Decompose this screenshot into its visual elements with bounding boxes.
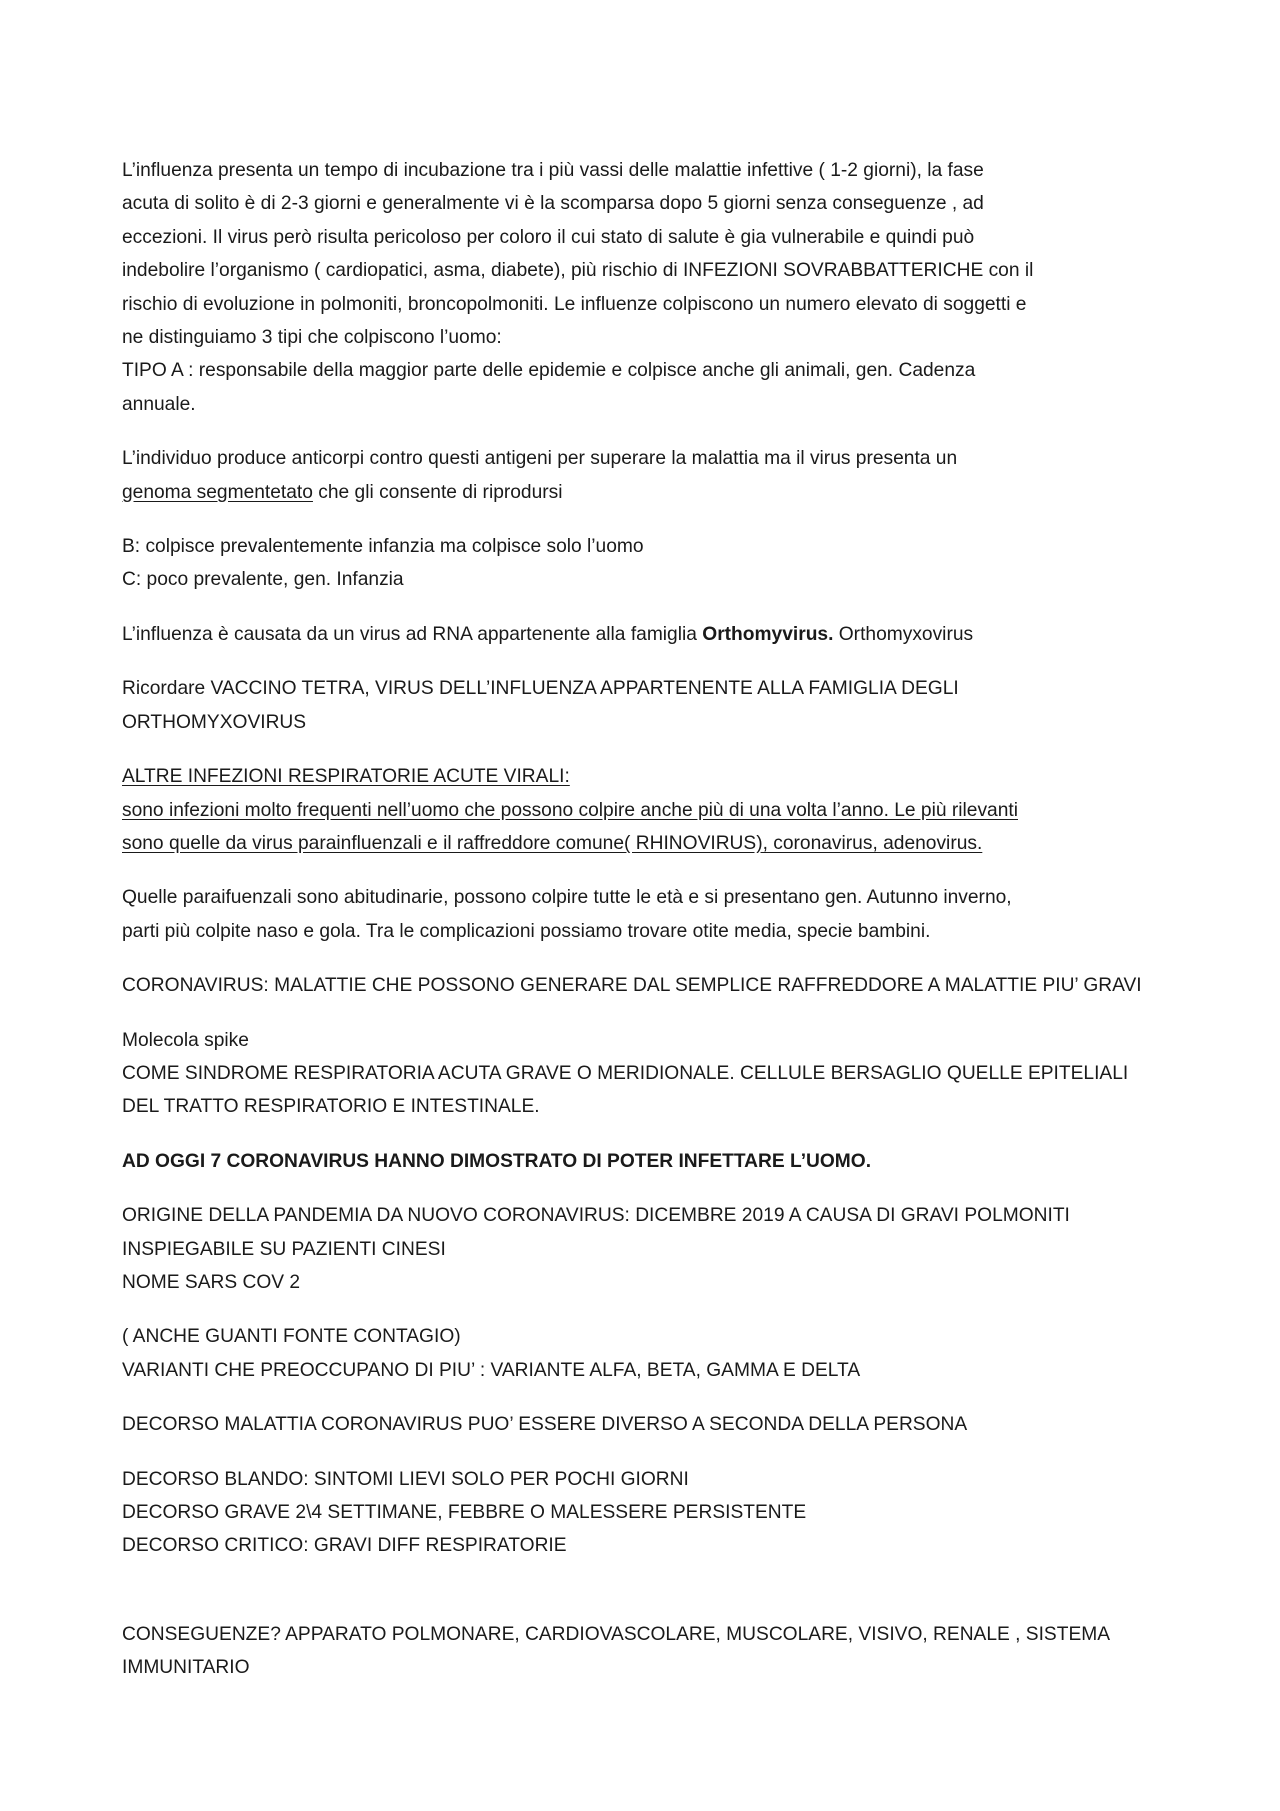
text-line: [122, 476, 1160, 509]
text-run: B: colpisce prevalentemente infanzia ma colpisce solo l’uomo: [122, 536, 644, 558]
text-run: Ricordare VACCINO TETRA, VIRUS DELL’INFLUENZA APPARTENENTE ALLA FAMIGLIA DEGLI: [122, 678, 959, 700]
paragraph: [122, 442, 1160, 509]
paragraph: [122, 618, 1160, 651]
text-run: CORONAVIRUS: MALATTIE CHE POSSONO GENERARE DAL SEMPLICE RAFFREDDORE A MALATTIE PIU’ GRAVI: [122, 975, 1142, 997]
text-line: [122, 760, 1160, 793]
text-line: [122, 442, 1160, 475]
underlined-text: sono infezioni molto frequenti nell’uomo che possono colpire anche più di una volta l’anno. Le più rilevanti: [122, 799, 1018, 821]
text-line: [122, 1618, 1160, 1651]
text-run: indebolire l’organismo ( cardiopatici, asma, diabete), più rischio di INFEZIONI SOVRABBATTERICHE con il: [122, 260, 1034, 282]
text-run: ne distinguiamo 3 tipi che colpiscono l’uomo:: [122, 327, 502, 349]
text-line: [122, 969, 1160, 1002]
bold-text: AD OGGI 7 CORONAVIRUS HANNO DIMOSTRATO DI POTER INFETTARE L’UOMO.: [122, 1150, 872, 1172]
text-line: [122, 1320, 1160, 1353]
text-line: [122, 881, 1160, 914]
underlined-text: sono quelle da virus parainfluenzali e il raffreddore comune( RHINOVIRUS), coronavirus, adenovirus.: [122, 832, 983, 854]
text-run: DECORSO BLANDO: SINTOMI LIEVI SOLO PER POCHI GIORNI: [122, 1468, 689, 1490]
paragraph: [122, 881, 1160, 948]
text-run: eccezioni. Il virus però risulta pericoloso per coloro il cui stato di salute è gia vulnerabile e quindi può: [122, 226, 975, 248]
paragraph: [122, 1199, 1160, 1299]
paragraph: [122, 1618, 1160, 1685]
text-line: [122, 321, 1160, 354]
text-line: [122, 187, 1160, 220]
paragraph: [122, 672, 1160, 739]
text-line: [122, 1463, 1160, 1496]
paragraph: [122, 1320, 1160, 1387]
text-line: [122, 1496, 1160, 1529]
text-line: [122, 1199, 1160, 1232]
text-run: DECORSO GRAVE 2\4 SETTIMANE, FEBBRE O MALESSERE PERSISTENTE: [122, 1502, 807, 1523]
text-run: rischio di evoluzione in polmoniti, broncopolmoniti. Le influenze colpiscono un numero elevato di soggetti e: [122, 293, 1027, 315]
text-line: [122, 794, 1160, 827]
text-run: Orthomyxovirus: [833, 623, 974, 645]
text-run: annuale.: [122, 393, 196, 415]
text-run: CONSEGUENZE? APPARATO POLMONARE, CARDIOVASCOLARE, MUSCOLARE, VISIVO, RENALE , SISTEMA: [122, 1623, 1111, 1645]
text-line: [122, 354, 1160, 387]
paragraph: [122, 1145, 1160, 1178]
text-line: [122, 1233, 1160, 1266]
text-run: acuta di solito è di 2-3 giorni e generalmente vi è la scomparsa dopo 5 giorni senza conseguenze , ad: [122, 193, 984, 215]
text-line: [122, 1057, 1160, 1090]
paragraph: [122, 760, 1160, 860]
text-run: Molecola spike: [122, 1029, 249, 1051]
text-run: INSPIEGABILE SU PAZIENTI CINESI: [122, 1238, 446, 1260]
text-line: [122, 388, 1160, 421]
text-run: IMMUNITARIO: [122, 1657, 250, 1679]
text-line: [122, 1529, 1160, 1562]
text-run: VARIANTI CHE PREOCCUPANO DI PIU’ : VARIANTE ALFA, BETA, GAMMA E DELTA: [122, 1359, 861, 1381]
text-line: [122, 254, 1160, 287]
underlined-text: ALTRE INFEZIONI RESPIRATORIE ACUTE VIRALI:: [122, 766, 570, 788]
paragraph: [122, 1408, 1160, 1441]
text-run: DEL TRATTO RESPIRATORIO E INTESTINALE.: [122, 1096, 540, 1118]
text-line: [122, 1354, 1160, 1387]
text-run: parti più colpite naso e gola. Tra le complicazioni possiamo trovare otite media, specie bambini.: [122, 920, 931, 942]
text-line: [122, 154, 1160, 187]
text-run: L’individuo produce anticorpi contro questi antigeni per superare la malattia ma il virus presenta un: [122, 448, 958, 470]
text-line: [122, 563, 1160, 596]
text-run: C: poco prevalente, gen. Infanzia: [122, 569, 404, 591]
underlined-text: genoma segmentetato: [122, 481, 313, 503]
text-run: Quelle paraifuenzali sono abitudinarie, possono colpire tutte le età e si presentano gen. Autunno inverno,: [122, 887, 1012, 909]
text-run: TIPO A : responsabile della maggior parte delle epidemie e colpisce anche gli animali, gen. Cadenza: [122, 360, 976, 382]
text-line: [122, 288, 1160, 321]
text-line: [122, 827, 1160, 860]
paragraph: [122, 530, 1160, 597]
text-line: [122, 1651, 1160, 1684]
bold-text: Orthomyvirus.: [702, 623, 834, 645]
text-line: [122, 1145, 1160, 1178]
paragraph-spacer: [122, 1584, 1160, 1618]
text-line: [122, 1408, 1160, 1441]
paragraph: [122, 1024, 1160, 1124]
paragraph: [122, 969, 1160, 1002]
text-run: ORIGINE DELLA PANDEMIA DA NUOVO CORONAVIRUS: DICEMBRE 2019 A CAUSA DI GRAVI POLMONITI: [122, 1205, 1070, 1227]
paragraph: [122, 154, 1160, 421]
text-line: [122, 706, 1160, 739]
text-run: DECORSO MALATTIA CORONAVIRUS PUO’ ESSERE DIVERSO A SECONDA DELLA PERSONA: [122, 1414, 968, 1436]
text-line: [122, 672, 1160, 705]
text-run: DECORSO CRITICO: GRAVI DIFF RESPIRATORIE: [122, 1535, 567, 1557]
text-run: L’influenza è causata da un virus ad RNA appartenente alla famiglia: [122, 623, 703, 645]
text-line: [122, 1024, 1160, 1057]
text-run: che gli consente di riprodursi: [312, 481, 563, 503]
text-run: NOME SARS COV 2: [122, 1271, 301, 1293]
text-line: [122, 221, 1160, 254]
text-line: [122, 1090, 1160, 1123]
text-line: [122, 915, 1160, 948]
text-line: [122, 618, 1160, 651]
text-run: ( ANCHE GUANTI FONTE CONTAGIO): [122, 1326, 461, 1348]
text-line: [122, 1266, 1160, 1299]
text-line: [122, 530, 1160, 563]
text-run: COME SINDROME RESPIRATORIA ACUTA GRAVE O MERIDIONALE. CELLULE BERSAGLIO QUELLE EPITELIALI: [122, 1062, 1129, 1084]
paragraph: [122, 1463, 1160, 1563]
text-run: ORTHOMYXOVIRUS: [122, 711, 307, 733]
text-run: L’influenza presenta un tempo di incubazione tra i più vassi delle malattie infettive ( 1-2 giorni), la fase: [122, 160, 984, 181]
